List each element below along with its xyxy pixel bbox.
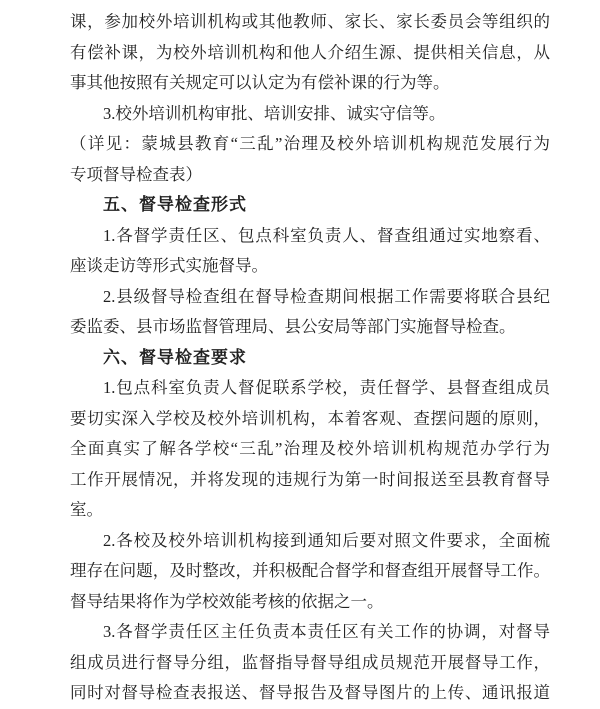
section-heading: 五、督导检查形式 (103, 195, 247, 214)
text-line: 全面真实了解各学校“三乱”治理及校外培训机构规范办学行为 (70, 439, 550, 458)
text-line: 3.各督学责任区主任负责本责任区有关工作的协调，对督导 (103, 622, 550, 641)
text-line: 要切实深入学校及校外培训机构，本着客观、查摆问题的原则， (70, 408, 550, 428)
text-line: 2.各校及校外培训机构接到通知后要对照文件要求，全面梳 (103, 530, 550, 550)
text-line: 2.县级督导检查组在督导检查期间根据工作需要将联合县纪 (103, 286, 550, 306)
text-line: 有偿补课，为校外培训机构和他人介绍生源、提供相关信息，从 (70, 42, 550, 62)
text-line: 座谈走访等形式实施督导。 (70, 256, 268, 275)
text-line: （详见：蒙城县教育“三乱”治理及校外培训机构规范发展行为 (70, 134, 550, 153)
text-line: 理存在问题，及时整改，并积极配合督学和督查组开展督导工作。 (70, 561, 550, 580)
text-line: 组成员进行督导分组，监督指导督导组成员规范开展督导工作， (70, 652, 550, 672)
section-heading: 六、督导检查要求 (103, 347, 247, 367)
text-line: 室。 (70, 500, 103, 519)
text-line: 专项督导检查表） (70, 164, 202, 184)
text-line: 委监委、县市场监督管理局、县公安局等部门实施督导检查。 (70, 317, 516, 336)
text-line: 事其他按照有关规定可以认定为有偿补课的行为等。 (70, 73, 450, 92)
text-line: 1.各督学责任区、包点科室负责人、督查组通过实地察看、 (103, 225, 550, 245)
text-line: 同时对督导检查表报送、督导报告及督导图片的上传、通讯报道 (70, 683, 550, 702)
document-body (70, 7, 550, 709)
text-line: 3.校外培训机构审批、培训安排、诚实守信等。 (103, 103, 446, 123)
text-line: 工作开展情况，并将发现的违规行为第一时间报送至县教育督导 (70, 469, 550, 489)
text-line: 督导结果将作为学校效能考核的依据之一。 (70, 591, 384, 611)
text-line: 1.包点科室负责人督促联系学校，责任督学、县督查组成员 (103, 378, 550, 397)
text-line: 课，参加校外培训机构或其他教师、家长、家长委员会等组织的 (70, 12, 550, 31)
